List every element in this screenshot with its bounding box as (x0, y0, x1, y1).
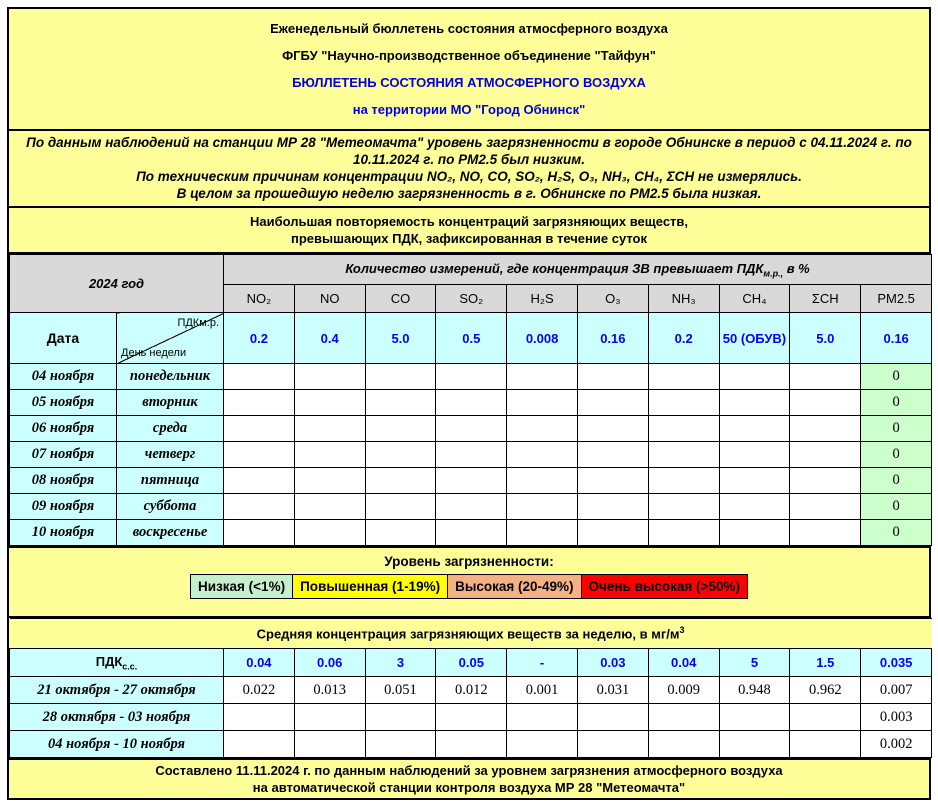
value-cell (436, 390, 507, 416)
value-cell (365, 390, 436, 416)
weekday-cell: суббота (117, 494, 224, 520)
value-cell (507, 468, 578, 494)
week-value-cell: 0.007 (861, 677, 932, 704)
value-cell (507, 520, 578, 546)
pdk-mr-value: 0.16 (577, 313, 648, 364)
pollutant-header-no2: NO₂ (224, 285, 295, 313)
value-cell (436, 494, 507, 520)
pollutant-header-sch: ΣCH (790, 285, 861, 313)
measurements-title-subscript: м.р., (763, 268, 784, 279)
value-cell (790, 442, 861, 468)
week-value-cell (365, 704, 436, 731)
pdk-mr-value: 5.0 (790, 313, 861, 364)
measurements-title-text: Количество измерений, где концентрация ЗВ превышает ПДК (345, 260, 764, 276)
date-cell: 10 ноября (10, 520, 117, 546)
summary-paragraph-1: По данным наблюдений на станции МР 28 "Метеомачта" уровень загрязненности в городе Обнинске в период с 04.11.2024 г. по 10.11.2024 г. по РМ2.5 был низким. (26, 135, 912, 167)
caption-line1: Наибольшая повторяемость концентраций загрязняющих веществ, (249, 214, 689, 229)
week-value-cell: 0.022 (224, 677, 295, 704)
table-row (10, 416, 932, 442)
value-cell (648, 416, 719, 442)
pdk-ss-value: 0.06 (294, 649, 365, 677)
value-cell (294, 364, 365, 390)
week-value-cell (577, 731, 648, 758)
week-value-cell: 0.002 (861, 731, 932, 758)
pdk-ss-label-subscript: с.с. (122, 661, 138, 672)
exceedance-table-section (9, 254, 929, 548)
bulletin-footer (9, 760, 929, 798)
date-cell: 09 ноября (10, 494, 117, 520)
week-value-cell (790, 704, 861, 731)
pdk-ss-value: - (507, 649, 578, 677)
week-value-cell (648, 731, 719, 758)
pm25-value-cell: 0 (861, 364, 932, 390)
pdk-mr-value: 5.0 (365, 313, 436, 364)
value-cell (790, 520, 861, 546)
week-value-cell: 0.013 (294, 677, 365, 704)
footer-line1: Составлено 11.11.2024 г. по данным наблюдений за уровнем загрязнения атмосферного воздуха (155, 763, 783, 778)
value-cell (648, 442, 719, 468)
pm25-value-cell: 0 (861, 520, 932, 546)
weekday-cell: воскресенье (117, 520, 224, 546)
pollution-level-legend (9, 548, 929, 618)
value-cell (719, 468, 790, 494)
bulletin-sheet (7, 7, 931, 800)
week-value-cell: 0.051 (365, 677, 436, 704)
value-cell (790, 416, 861, 442)
weekday-cell: среда (117, 416, 224, 442)
value-cell (224, 364, 295, 390)
value-cell (507, 442, 578, 468)
diagonal-weekday-label: День недели (121, 347, 187, 359)
date-cell: 05 ноября (10, 390, 117, 416)
diagonal-header-cell (117, 313, 224, 364)
pm25-value-cell: 0 (861, 416, 932, 442)
week-value-cell (224, 704, 295, 731)
value-cell (294, 390, 365, 416)
pdk-mr-value: 0.5 (436, 313, 507, 364)
pdk-ss-value: 5 (719, 649, 790, 677)
value-cell (365, 416, 436, 442)
date-cell: 06 ноября (10, 416, 117, 442)
table-row (10, 442, 932, 468)
value-cell (719, 494, 790, 520)
legend-item-high: Высокая (20-49%) (448, 574, 581, 599)
table-row (10, 494, 932, 520)
value-cell (507, 364, 578, 390)
pm25-value-cell: 0 (861, 468, 932, 494)
pdk-ss-label-text: ПДК (95, 653, 123, 669)
value-cell (790, 364, 861, 390)
value-cell (577, 390, 648, 416)
week-value-cell (648, 704, 719, 731)
pdk-ss-value: 0.03 (577, 649, 648, 677)
value-cell (577, 520, 648, 546)
value-cell (294, 416, 365, 442)
pdk-mr-value: 0.16 (861, 313, 932, 364)
value-cell (224, 520, 295, 546)
caption-line2: превышающих ПДК, зафиксированная в течение суток (291, 231, 647, 246)
pollutant-header-co: CO (365, 285, 436, 313)
table-row (10, 677, 932, 704)
table-row (10, 390, 932, 416)
value-cell (365, 520, 436, 546)
value-cell (224, 390, 295, 416)
pdk-ss-value: 0.035 (861, 649, 932, 677)
value-cell (436, 364, 507, 390)
value-cell (294, 468, 365, 494)
table-row (10, 704, 932, 731)
pdk-ss-label-cell (10, 649, 224, 677)
pdk-ss-value: 0.04 (648, 649, 719, 677)
value-cell (507, 416, 578, 442)
bulletin-main-title: БЮЛЛЕТЕНЬ СОСТОЯНИЯ АТМОСФЕРНОГО ВОЗДУХА (292, 75, 646, 90)
year-label-cell: 2024 год (10, 255, 224, 313)
value-cell (719, 520, 790, 546)
value-cell (365, 468, 436, 494)
pm25-value-cell: 0 (861, 442, 932, 468)
pollutant-header-pm25: PM2.5 (861, 285, 932, 313)
value-cell (790, 468, 861, 494)
exceedance-table-caption (9, 208, 929, 254)
summary-paragraph-3: В целом за прошедшую неделю загрязненность в г. Обнинске по РМ2.5 была низкая. (176, 186, 762, 201)
pdk-ss-value: 0.05 (436, 649, 507, 677)
pm25-value-cell: 0 (861, 390, 932, 416)
week-value-cell: 0.031 (577, 677, 648, 704)
summary-block (9, 131, 929, 208)
week-value-cell (294, 731, 365, 758)
week-value-cell: 0.012 (436, 677, 507, 704)
pdk-mr-value: 0.2 (648, 313, 719, 364)
weekday-cell: понедельник (117, 364, 224, 390)
date-cell: 04 ноября (10, 364, 117, 390)
pdk-mr-value: 50 (ОБУВ) (719, 313, 790, 364)
week-period-cell: 28 октября - 03 ноября (10, 704, 224, 731)
measurements-title-tail: в % (783, 260, 810, 276)
pdk-ss-value: 3 (365, 649, 436, 677)
week-value-cell (294, 704, 365, 731)
week-period-cell: 21 октября - 27 октября (10, 677, 224, 704)
pdk-mr-value: 0.2 (224, 313, 295, 364)
value-cell (648, 364, 719, 390)
weekly-table-title-text: Средняя концентрация загрязняющих веществ за неделю, в мг/м (256, 626, 680, 642)
week-value-cell: 0.009 (648, 677, 719, 704)
weekly-table-title-cell (10, 619, 932, 649)
value-cell (224, 442, 295, 468)
pdk-mr-value: 0.008 (507, 313, 578, 364)
week-value-cell (790, 731, 861, 758)
pdk-ss-value: 0.04 (224, 649, 295, 677)
table-row (10, 468, 932, 494)
date-header-cell: Дата (10, 313, 117, 364)
pollutant-header-ch4: CH₄ (719, 285, 790, 313)
value-cell (719, 442, 790, 468)
week-value-cell: 0.962 (790, 677, 861, 704)
pdk-mr-value: 0.4 (294, 313, 365, 364)
weekday-cell: пятница (117, 468, 224, 494)
exceedance-table (9, 254, 932, 546)
pdk-ss-value: 1.5 (790, 649, 861, 677)
week-period-cell: 04 ноября - 10 ноября (10, 731, 224, 758)
pm25-value-cell: 0 (861, 494, 932, 520)
pollutant-header-no: NO (294, 285, 365, 313)
value-cell (577, 494, 648, 520)
value-cell (507, 494, 578, 520)
value-cell (436, 416, 507, 442)
value-cell (294, 494, 365, 520)
legend-item-low: Низкая (<1%) (190, 574, 293, 599)
week-value-cell (224, 731, 295, 758)
weekly-average-table (9, 618, 932, 758)
weekday-cell: вторник (117, 390, 224, 416)
value-cell (365, 494, 436, 520)
date-cell: 07 ноября (10, 442, 117, 468)
value-cell (294, 520, 365, 546)
week-value-cell (577, 704, 648, 731)
value-cell (648, 520, 719, 546)
legend-item-very-high: Очень высокая (>50%) (582, 574, 748, 599)
footer-line2: на автоматической станции контроля воздуха МР 28 "Метеомачта" (252, 780, 686, 795)
week-value-cell (507, 704, 578, 731)
week-value-cell (507, 731, 578, 758)
value-cell (436, 520, 507, 546)
pollutant-header-h2s: H₂S (507, 285, 578, 313)
pollutant-header-so2: SO₂ (436, 285, 507, 313)
value-cell (577, 468, 648, 494)
organization-name: ФГБУ "Научно-производственное объединение "Тайфун" (282, 48, 656, 63)
value-cell (294, 442, 365, 468)
legend-item-elevated: Повышенная (1-19%) (293, 574, 448, 599)
week-value-cell (719, 731, 790, 758)
weekly-table-title-superscript: 3 (679, 625, 685, 636)
value-cell (719, 416, 790, 442)
value-cell (719, 364, 790, 390)
value-cell (365, 442, 436, 468)
value-cell (224, 468, 295, 494)
summary-paragraph-2: По техническим причинам концентрации NO₂, NO, CO, SO₂, H₂S, O₃, NH₃, CH₄, ΣCH не измерялись. (136, 169, 802, 184)
week-value-cell: 0.001 (507, 677, 578, 704)
week-value-cell: 0.003 (861, 704, 932, 731)
value-cell (790, 390, 861, 416)
value-cell (577, 416, 648, 442)
bulletin-territory: на территории МО "Город Обнинск" (352, 102, 586, 117)
table-row (10, 520, 932, 546)
diagonal-pdk-label: ПДКм.р. (177, 317, 219, 329)
bulletin-title-line1: Еженедельный бюллетень состояния атмосферного воздуха (270, 21, 668, 36)
value-cell (436, 468, 507, 494)
weekly-table-section (9, 618, 929, 760)
measurements-title-cell (224, 255, 932, 285)
legend-title: Уровень загрязненности: (384, 554, 554, 569)
value-cell (577, 364, 648, 390)
week-value-cell (436, 731, 507, 758)
table-row (10, 731, 932, 758)
value-cell (224, 416, 295, 442)
week-value-cell (365, 731, 436, 758)
value-cell (719, 390, 790, 416)
week-value-cell (719, 704, 790, 731)
bulletin-header (9, 9, 929, 131)
date-cell: 08 ноября (10, 468, 117, 494)
table-row (10, 364, 932, 390)
value-cell (790, 494, 861, 520)
week-value-cell: 0.948 (719, 677, 790, 704)
value-cell (507, 390, 578, 416)
value-cell (224, 494, 295, 520)
value-cell (365, 364, 436, 390)
weekday-cell: четверг (117, 442, 224, 468)
pollutant-header-nh3: NH₃ (648, 285, 719, 313)
week-value-cell (436, 704, 507, 731)
legend-row (190, 574, 748, 599)
value-cell (436, 442, 507, 468)
value-cell (577, 442, 648, 468)
pollutant-header-o3: O₃ (577, 285, 648, 313)
value-cell (648, 494, 719, 520)
value-cell (648, 390, 719, 416)
value-cell (648, 468, 719, 494)
